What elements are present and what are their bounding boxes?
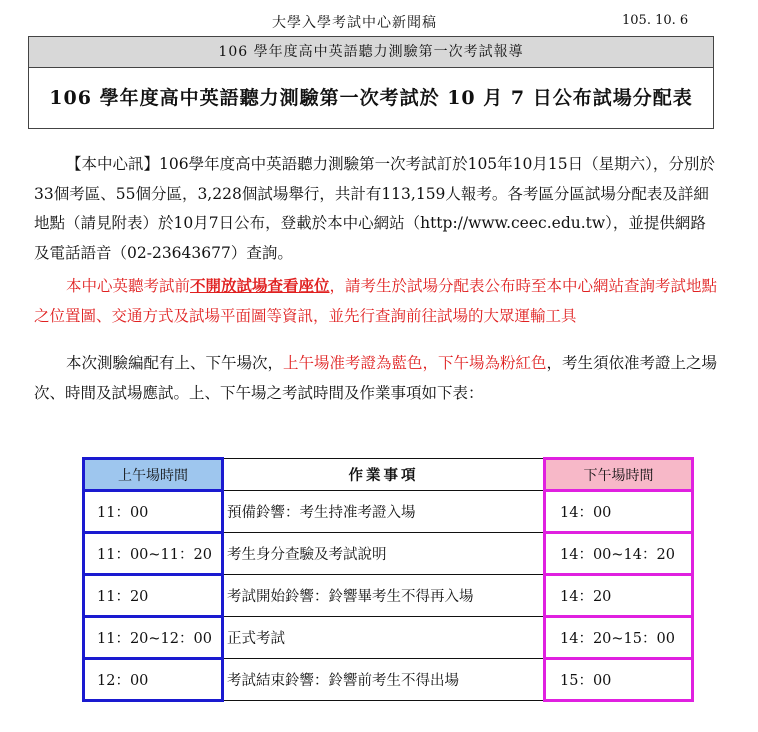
sessions-color-note: 上午場准考證為藍色，下午場為粉紅色: [283, 354, 547, 372]
schedule-table: [82, 457, 694, 702]
task-cell: 正式考試: [223, 617, 545, 659]
morning-header: 上午場時間: [84, 459, 223, 491]
morning-time: 11：20~12：00: [84, 617, 223, 659]
morning-time: 12：00: [84, 659, 223, 701]
sessions-text-after: ，考生須依准考證上之場次、時間及試場應試。上、下午場之考試時間及作業事項如下表：: [34, 354, 718, 402]
headline-box: [28, 36, 714, 129]
table-row: [84, 575, 693, 617]
paragraph-notice: [34, 271, 720, 331]
morning-time: 11：00: [84, 491, 223, 533]
task-cell: 考生身分查驗及考試說明: [223, 533, 545, 575]
afternoon-time: 14：00: [545, 491, 693, 533]
task-header: 作業事項: [223, 459, 545, 491]
paragraph-announcement: 【本中心訊】106學年度高中英語聽力測驗第一次考試訂於105年10月15日（星期六），分別於33個考區、55個分區，3,228個試場舉行，共計有113,159人報考。各考區分區試場分配表及詳細地點（請見附表）於10月7日公布，登載於本中心網站（http://www.ceec.edu.tw），並提供網路及電話語音（02-23643677）查詢。: [34, 155, 715, 262]
press-title: 大學入學考試中心新聞稿: [272, 15, 437, 31]
afternoon-time: 14：00~14：20: [545, 533, 693, 575]
notice-text-before: 本中心英聽考試前: [66, 277, 191, 295]
task-cell: 考試開始鈴響：鈴響畢考生不得再入場: [223, 575, 545, 617]
table-row: [84, 491, 693, 533]
afternoon-time: 14：20~15：00: [545, 617, 693, 659]
task-cell: 預備鈴響：考生持准考證入場: [223, 491, 545, 533]
table-row: [84, 659, 693, 701]
notice-text-after: ，請考生於試場分配表公布時至本中心網站查詢考試地點之位置圖、交通方式及試場平面圖等資訊，並先行查詢前往試場的大眾運輸工具: [34, 277, 718, 325]
table-row: [84, 533, 693, 575]
afternoon-time: 14：20: [545, 575, 693, 617]
sessions-text-before: 本次測驗編配有上、下午場次，: [66, 354, 284, 372]
task-cell: 考試結束鈴響：鈴響前考生不得出場: [223, 659, 545, 701]
afternoon-header: 下午場時間: [545, 459, 693, 491]
schedule-header-row: [84, 459, 693, 491]
headline: 106 學年度高中英語聽力測驗第一次考試於 10 月 7 日公布試場分配表: [49, 87, 693, 109]
report-subtitle: 106 學年度高中英語聽力測驗第一次考試報導: [29, 37, 713, 68]
press-header: [0, 12, 758, 34]
press-date: 105. 10. 6: [622, 13, 689, 28]
notice-emphasis: 不開放試場查看座位: [190, 276, 330, 295]
morning-time: 11：20: [84, 575, 223, 617]
paragraph-sessions: [34, 349, 720, 408]
morning-time: 11：00~11：20: [84, 533, 223, 575]
table-row: [84, 617, 693, 659]
afternoon-time: 15：00: [545, 659, 693, 701]
